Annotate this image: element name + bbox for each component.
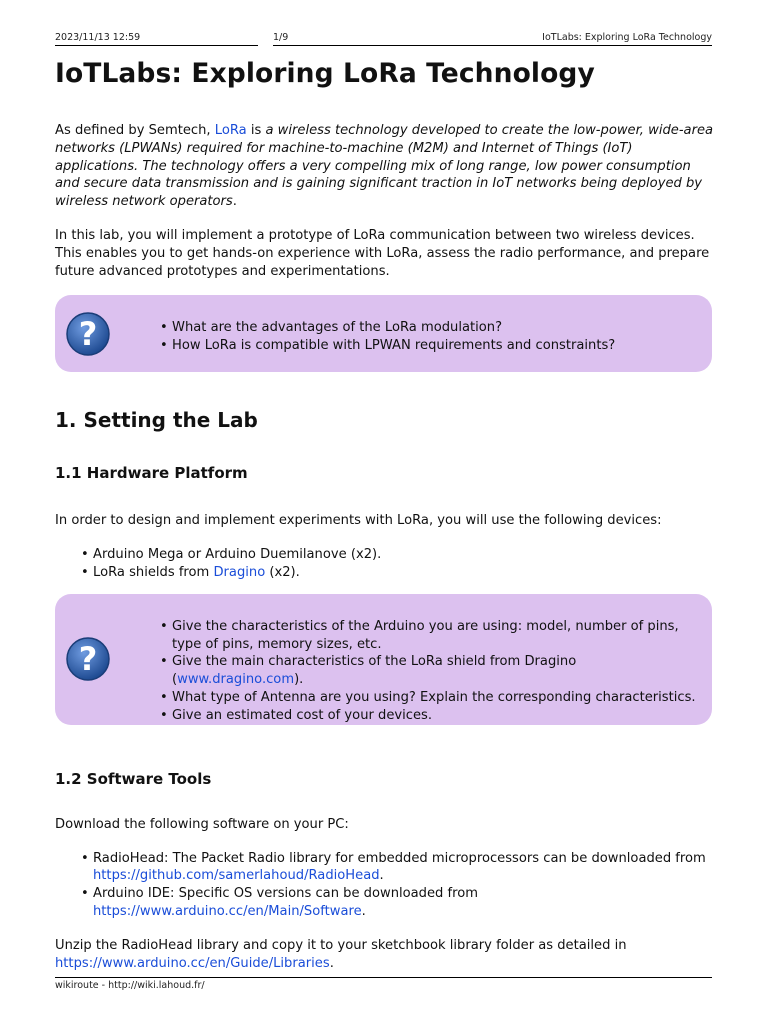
question-box-1: [55, 295, 712, 372]
unzip-paragraph: [55, 937, 715, 973]
radiohead-link[interactable]: https://github.com/samerlahoud/RadioHead: [93, 868, 380, 884]
dragino-link[interactable]: Dragino: [213, 564, 266, 580]
software-list: [55, 850, 715, 921]
device-item-text: LoRa shields from: [93, 564, 214, 580]
device-list: [55, 546, 715, 582]
question-item: • Give an estimated cost of your devices.: [160, 707, 700, 725]
arduino-libraries-link[interactable]: https://www.arduino.cc/en/Guide/Libraries: [55, 955, 330, 971]
svg-text:?: ?: [78, 315, 98, 354]
header-rule-left: [55, 45, 258, 46]
arduino-software-link[interactable]: https://www.arduino.cc/en/Main/Software: [93, 903, 362, 919]
intro-paragraph-2: In this lab, you will implement a prototype of LoRa communication between two wireless devices. This enables you to get hands-on experience with LoRa, assess the radio performance, and prepare future advanced prototypes and experimentations.: [55, 227, 710, 279]
software-item-end: .: [361, 903, 366, 919]
device-item-end: (x2).: [265, 564, 300, 580]
question-item: • Give the characteristics of the Arduino you are using: model, number of pins, type of pins, memory sizes, etc.: [160, 618, 700, 654]
page-title: IoTLabs: Exploring LoRa Technology: [55, 58, 595, 89]
question-icon: [65, 636, 111, 682]
svg-text:?: ?: [78, 639, 98, 678]
header-page-number: 1/9: [273, 32, 289, 43]
question-item: [160, 653, 700, 689]
question-text: Give the main characteristics of the LoRa shield from Dragino (: [172, 654, 577, 688]
unzip-text: Unzip the RadioHead library and copy it to your sketchbook library folder as detailed in: [55, 937, 627, 953]
software-item: [81, 850, 715, 886]
hardware-intro: In order to design and implement experiments with LoRa, you will use the following devices:: [55, 513, 662, 529]
page-footer: [55, 977, 712, 991]
section-heading-1: 1. Setting the Lab: [55, 408, 258, 433]
question-item: • What are the advantages of the LoRa modulation?: [160, 319, 712, 337]
device-item: • Arduino Mega or Arduino Duemilanove (x2).: [81, 546, 715, 564]
intro-paragraph: [55, 122, 715, 211]
page-content: [55, 54, 715, 972]
software-item-text: RadioHead: The Packet Radio library for embedded microprocessors can be downloaded from: [93, 850, 706, 866]
section-heading-1-1: 1.1 Hardware Platform: [55, 464, 248, 483]
section-heading-1-2: 1.2 Software Tools: [55, 769, 212, 788]
intro-definition: a wireless technology developed to create the low-power, wide-area networks (LPWANs) required for machine-to-machine (M2M) and Internet of Things (IoT) applications. The technology offers a very compelling mix of long range, low power consumption and secure data transmission and is gaining significant traction in IoT networks being deployed by wireless network operators: [55, 123, 714, 210]
software-item-end: .: [379, 868, 384, 884]
intro-end: .: [232, 194, 237, 210]
unzip-end: .: [329, 955, 334, 971]
header-doc-title: IoTLabs: Exploring LoRa Technology: [542, 32, 712, 43]
header-date: 2023/11/13 12:59: [55, 32, 141, 43]
header-rule-right: [273, 45, 712, 46]
device-item: [81, 564, 715, 582]
dragino-site-link[interactable]: www.dragino.com: [177, 672, 295, 688]
question-end: ).: [294, 672, 304, 688]
intro-is: is: [246, 123, 266, 138]
download-intro: Download the following software on your PC:: [55, 816, 349, 832]
question-list-2: [55, 594, 712, 725]
software-item-text: Arduino IDE: Specific OS versions can be downloaded from: [93, 886, 478, 902]
question-box-2: [55, 594, 712, 725]
question-item: • How LoRa is compatible with LPWAN requirements and constraints?: [160, 337, 712, 355]
question-item: • What type of Antenna are you using? Explain the corresponding characteristics.: [160, 689, 700, 707]
lora-link[interactable]: LoRa: [214, 123, 247, 138]
software-item: [81, 885, 715, 921]
page-header: [55, 30, 712, 46]
question-list-1: [55, 295, 712, 355]
question-icon: [65, 311, 111, 357]
intro-lead: As defined by Semtech,: [55, 123, 215, 138]
footer-text: wikiroute - http://wiki.lahoud.fr/: [55, 980, 205, 991]
